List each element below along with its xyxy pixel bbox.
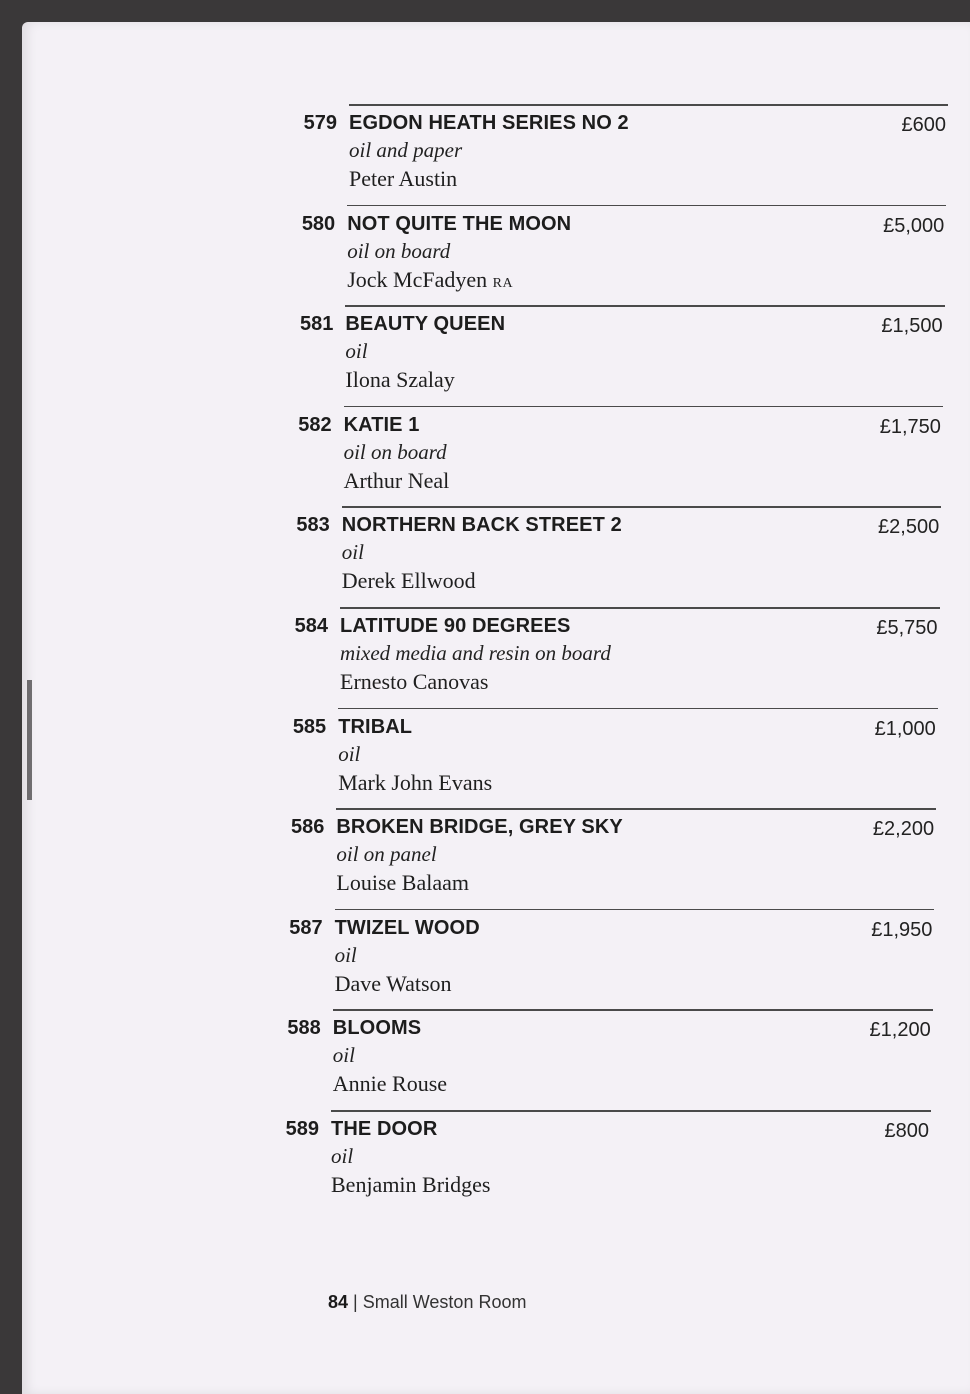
- entry-number: 583: [296, 514, 330, 537]
- entry-number: 589: [285, 1118, 319, 1140]
- catalogue-entry: [300, 305, 944, 403]
- entry-number: 587: [289, 916, 323, 939]
- catalogue-entry: [289, 909, 935, 1007]
- entry-medium: oil: [338, 741, 361, 766]
- section-name: Small Weston Room: [362, 1292, 527, 1312]
- entry-price: £2,200: [872, 818, 935, 841]
- entry-number: 581: [300, 313, 334, 336]
- entry-divider: [333, 1009, 933, 1011]
- entry-price: £5,750: [876, 617, 938, 639]
- artist-name: Derek Ellwood: [341, 568, 476, 594]
- entry-price: £1,750: [879, 415, 941, 438]
- entry-divider: [345, 305, 944, 307]
- entry-number: 579: [303, 112, 337, 134]
- entry-title: BLOOMS: [332, 1017, 422, 1040]
- entry-artist: [340, 669, 488, 695]
- entry-price: £1,500: [881, 315, 943, 338]
- entry-medium: oil: [345, 339, 368, 364]
- entry-title: TWIZEL WOOD: [334, 916, 480, 939]
- artist-name: Benjamin Bridges: [331, 1172, 491, 1197]
- entry-price: £1,950: [871, 918, 933, 941]
- page-footer: [328, 1292, 526, 1313]
- artist-name: Louise Balaam: [336, 870, 469, 896]
- entry-divider: [338, 708, 938, 710]
- entry-number: 584: [294, 615, 328, 637]
- entry-title: TRIBAL: [338, 715, 413, 738]
- entry-artist: [333, 1071, 447, 1097]
- entry-medium: oil: [334, 942, 357, 967]
- entry-price: £800: [884, 1120, 929, 1142]
- entry-artist: [349, 166, 457, 192]
- catalogue-entry: [303, 104, 948, 202]
- entry-medium: oil and paper: [349, 138, 463, 162]
- footer-separator: |: [353, 1292, 358, 1312]
- artist-name: Peter Austin: [349, 166, 458, 191]
- catalogue-entry: [285, 1110, 931, 1208]
- artist-name: Mark John Evans: [338, 769, 493, 795]
- entry-artist: [344, 468, 450, 494]
- entry-artist: [331, 1172, 490, 1198]
- catalogue-entry: [292, 708, 938, 806]
- catalogue-entry: [294, 607, 940, 705]
- entry-number: 582: [298, 413, 332, 436]
- entry-artist: [338, 770, 492, 796]
- artist-honour-suffix: RA: [492, 275, 514, 291]
- catalogue-entry: [296, 506, 941, 604]
- entry-divider: [340, 607, 940, 609]
- catalogue-entry: [301, 205, 946, 303]
- entry-title: BEAUTY QUEEN: [345, 313, 506, 336]
- artist-name: Ilona Szalay: [345, 367, 455, 393]
- entry-price: £600: [901, 114, 946, 136]
- catalogue-entry: [291, 808, 936, 906]
- entry-divider: [349, 104, 948, 106]
- entry-number: 586: [291, 816, 325, 839]
- artist-name: Annie Rouse: [332, 1071, 448, 1097]
- entry-medium: oil on board: [343, 439, 447, 464]
- entry-price: £2,500: [878, 516, 940, 539]
- entry-title: NOT QUITE THE MOON: [347, 212, 572, 235]
- entry-artist: [335, 971, 452, 997]
- entry-price: £1,200: [869, 1019, 931, 1042]
- entry-number: 585: [292, 715, 327, 738]
- artist-name: Arthur Neal: [343, 467, 450, 493]
- entry-price: £5,000: [883, 214, 945, 237]
- entry-artist: [342, 568, 476, 594]
- entry-divider: [331, 1110, 931, 1112]
- entry-divider: [342, 506, 941, 508]
- entry-number: 580: [301, 212, 336, 235]
- entry-number: 588: [287, 1017, 321, 1040]
- entry-medium: mixed media and resin on board: [340, 641, 611, 665]
- catalogue-entry: [287, 1009, 933, 1107]
- entry-artist: [336, 870, 469, 896]
- entry-medium: oil on board: [347, 238, 451, 263]
- artist-name: Ernesto Canovas: [340, 669, 489, 694]
- entry-divider: [336, 808, 936, 810]
- entry-medium: oil: [331, 1144, 354, 1168]
- entry-title: LATITUDE 90 DEGREES: [340, 615, 571, 637]
- entry-title: EGDON HEATH SERIES NO 2: [349, 112, 629, 134]
- entry-divider: [344, 406, 943, 408]
- entry-title: BROKEN BRIDGE, GREY SKY: [336, 816, 623, 839]
- artist-name: Dave Watson: [334, 970, 452, 996]
- entry-medium: oil: [332, 1043, 355, 1068]
- artist-name: Jock McFadyen: [347, 266, 488, 292]
- entry-artist: [347, 267, 513, 293]
- entry-price: £1,000: [874, 717, 936, 740]
- entry-title: NORTHERN BACK STREET 2: [341, 514, 622, 537]
- entry-medium: oil: [341, 540, 364, 565]
- entry-divider: [335, 909, 935, 911]
- entry-medium: oil on panel: [336, 842, 437, 867]
- page-number: 84: [328, 1292, 349, 1312]
- entry-title: KATIE 1: [343, 413, 420, 436]
- entry-artist: [345, 367, 454, 393]
- catalogue-entry: [298, 406, 943, 504]
- entry-title: THE DOOR: [331, 1118, 438, 1140]
- page-edge-mark: [27, 680, 32, 800]
- entry-divider: [347, 205, 946, 207]
